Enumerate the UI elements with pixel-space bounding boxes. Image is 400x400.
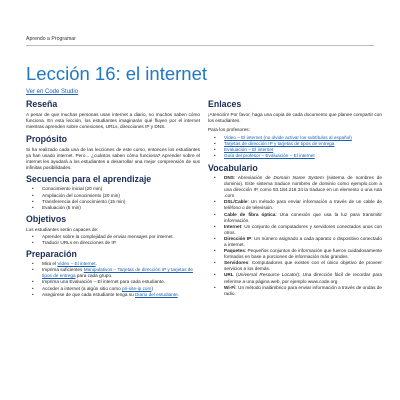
vocab-item: • URL (Universal Resource Locator): Una dirección fácil de recordar para referirse a una página web, por ejemplo www.code.org: [208, 272, 382, 284]
list-item: • Evaluación (5 min): [26, 205, 200, 211]
list-item: • Imprima suficientes Manipulativos – Tarjetas de dirección IP y tarjetas de tipos de entrega para cada grupo.: [26, 267, 200, 279]
objectives-heading: Objetivos: [26, 213, 67, 224]
list-item: • Transferencia del conocimiento (15 min): [26, 199, 200, 205]
vocab-item: • Wi-Fi: Un método inalámbrico para enviar información a través de ondas de radio.: [208, 285, 382, 297]
vocab-item: • Dirección IP: Un número asignado a cada aparato o dispositivo conectado a internet.: [208, 236, 382, 248]
links-intro: ¡Atención! Por favor, haga una copia de cada documento que planee compartir con los estudiantes.: [208, 112, 382, 124]
code-studio-link[interactable]: Ver en Code Studio: [26, 89, 79, 95]
list-item: • Acceder a internet (a algún sitio como pri-site-ip.com): [26, 286, 200, 292]
overview-text: A pesar de que muchas personas usan internet a diario, no muchos saben cómo funciona. En esta lección, los estudiantes imaginarán qué fluyen por el internet mientras aprenden sobre conexiones, URLs, direcciones IP y DNS.: [26, 112, 200, 130]
teacher-guide-link[interactable]: Guía del profesor – Evaluación – El internet: [224, 152, 315, 158]
vocab-item: • Internet: Un conjunto de computadores y servidores conectados unos con otros.: [208, 224, 382, 236]
purpose-heading: Propósito: [26, 133, 68, 144]
right-column: [208, 99, 382, 297]
vocab-item: • Cable de fibra óptica: Una conexión que usa la luz para transmitir información.: [208, 212, 382, 224]
list-item: • Imprima una Evaluación – El internet para cada estudiante.: [26, 279, 200, 285]
list-item: • Video – El internet (no olvide activar los subtítulos al español): [208, 135, 382, 141]
list-item: • Conocimiento inicial (20 min): [26, 186, 200, 192]
assessment-link[interactable]: Evaluación – El internet: [224, 146, 274, 152]
list-item: • Ampliación del conocimiento (20 min): [26, 193, 200, 199]
vocab-item: • Servidores: Computadores que existen con el único objetivo de proveer servicios a los demás.: [208, 260, 382, 272]
sequence-heading: Secuencia para el aprendizaje: [26, 174, 152, 185]
overview-heading: Reseña: [26, 99, 58, 109]
links-list: [208, 135, 382, 159]
list-item: • Traducir URLs en direcciones de IP.: [26, 240, 200, 246]
video-link[interactable]: Video – El internet: [57, 261, 96, 267]
purpose-text: Si ha realizado cada una de las lecciones de este curso, entonces los estudiantes ya han usado internet. Pero... ¿cuántos saben cómo funciona? Aprender sobre el internet les ayudará a los estudiantes a desarrollar una mejor comprensión de sus infinitas posibilidades.: [26, 146, 200, 171]
teachers-label: Para los profesores:: [208, 127, 250, 133]
vocab-item: • DNS: Abreviación de Domain Name System (sistema de nombres de dominio). Este sistema traduce nombres de dominio como ejemplo.com a una dirección IP, como 93.184.216.34 la traduce en un elemento o una ruta .com: [208, 175, 382, 199]
list-item: [208, 153, 382, 159]
links-heading: Enlaces: [208, 99, 242, 109]
video-link[interactable]: Video – El internet: [224, 134, 263, 140]
vocabulary-list: [208, 175, 382, 297]
objectives-intro: Los estudiantes serán capaces de:: [26, 226, 99, 232]
list-item: • Mira el Video – El internet.: [26, 261, 200, 267]
vocab-item: • DSL/Cable: Un método para enviar información a través de un cable de teléfono o de televisión.: [208, 199, 382, 211]
left-column: [26, 99, 200, 298]
header-divider: [26, 45, 374, 46]
manipulatives-link[interactable]: Manipulativos – Tarjetas de dirección IP y tarjetas de tipos de entrega: [42, 267, 193, 279]
sequence-list: [26, 186, 200, 210]
preparation-heading: Preparación: [26, 249, 77, 260]
objectives-list: [26, 234, 200, 246]
list-item: • Aprender sobre la complejidad de enviar mensajes por internet.: [26, 234, 200, 240]
journal-link[interactable]: Diario del estudiante: [135, 291, 178, 297]
vocabulary-heading: Vocabulario: [208, 162, 258, 173]
ip-cards-link[interactable]: Tarjetas de dirección IP y tarjetas de tipos de entrega: [224, 140, 335, 146]
site-link[interactable]: pri-site-ip.com: [122, 285, 152, 291]
vocab-item: • Paquetes: Pequeños conjuntos de información que fueron cuidadosamente formados en base a porciones de información más grandes.: [208, 248, 382, 260]
lesson-title: Lección 16: el internet: [26, 63, 208, 84]
header-title: Aprendo a Programar: [26, 36, 76, 42]
preparation-list: [26, 261, 200, 298]
list-item: • Asegúrese de que cada estudiante tenga su Diario del estudiante.: [26, 292, 200, 298]
